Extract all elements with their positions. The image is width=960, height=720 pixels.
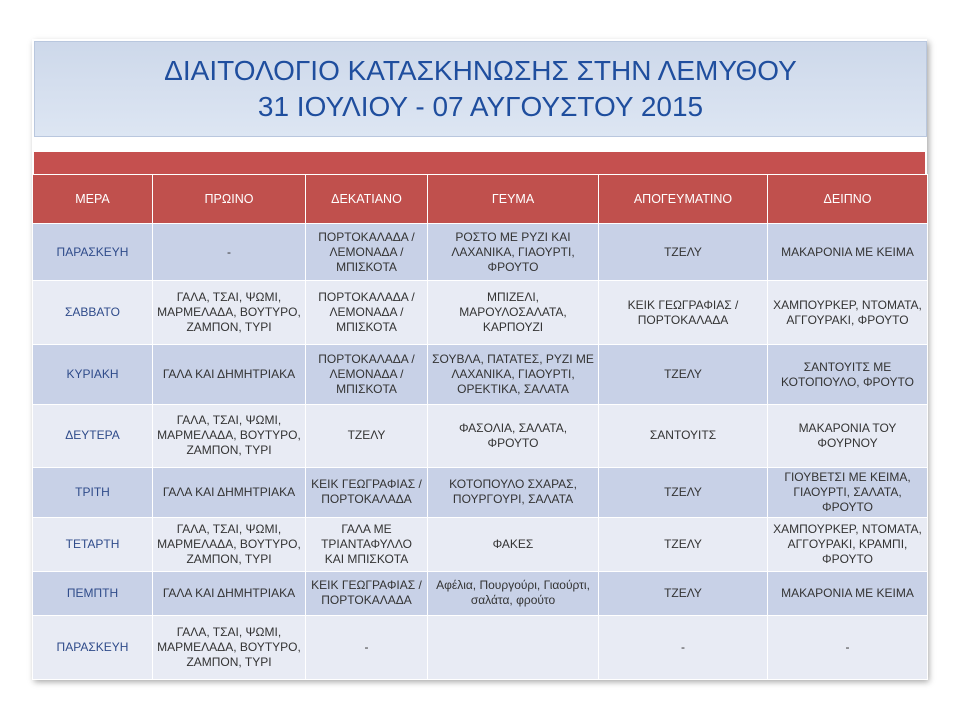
menu-table	[32, 174, 928, 680]
lunch-cell: ΜΠΙΖΕΛΙ, ΜΑΡΟΥΛΟΣΑΛΑΤΑ, ΚΑΡΠΟΥΖΙ	[428, 281, 599, 345]
lunch-cell: Αφέλια, Πουργούρι, Γιαούρτι, σαλάτα, φρούτο	[428, 571, 599, 615]
column-header: ΑΠΟΓΕΥΜΑΤΙΝΟ	[599, 175, 768, 224]
table-row	[33, 345, 928, 405]
afternoon-cell: ΤΖΕΛΥ	[599, 517, 768, 571]
dinner-cell: ΜΑΚΑΡΟΝΙΑ ΤΟΥ ΦΟΥΡΝΟΥ	[768, 405, 928, 467]
snack-cell: ΓΑΛΑ ΜΕ ΤΡΙΑΝΤΑΦΥΛΛΟ ΚΑΙ ΜΠΙΣΚΟΤΑ	[306, 517, 428, 571]
breakfast-cell: ΓΑΛΑ, ΤΣΑΙ, ΨΩΜΙ, ΜΑΡΜΕΛΑΔΑ, ΒΟΥΤΥΡΟ, ΖΑΜΠΟΝ, ΤΥΡΙ	[153, 615, 306, 679]
breakfast-cell: ΓΑΛΑ, ΤΣΑΙ, ΨΩΜΙ, ΜΑΡΜΕΛΑΔΑ, ΒΟΥΤΥΡΟ, ΖΑΜΠΟΝ, ΤΥΡΙ	[153, 405, 306, 467]
title-line-1: ΔΙΑΙΤΟΛΟΓΙΟ ΚΑΤΑΣΚΗΝΩΣΗΣ ΣΤΗΝ ΛΕΜΥΘΟΥ	[164, 55, 797, 86]
day-cell: ΤΡΙΤΗ	[33, 467, 153, 517]
snack-cell: ΠΟΡΤΟΚΑΛΑΔΑ / ΛΕΜΟΝΑΔΑ / ΜΠΙΣΚΟΤΑ	[306, 281, 428, 345]
snack-cell: ΚΕΙΚ ΓΕΩΓΡΑΦΙΑΣ / ΠΟΡΤΟΚΑΛΑΔΑ	[306, 571, 428, 615]
dinner-cell: ΣΑΝΤΟΥΙΤΣ ΜΕ ΚΟΤΟΠΟΥΛΟ, ΦΡΟΥΤΟ	[768, 345, 928, 405]
dinner-cell: ΓΙΟΥΒΕΤΣΙ ΜΕ ΚΕΙΜΑ, ΓΙΑΟΥΡΤΙ, ΣΑΛΑΤΑ, ΦΡΟΥΤΟ	[768, 467, 928, 517]
day-cell: ΔΕΥΤΕΡΑ	[33, 405, 153, 467]
lunch-cell: ΣΟΥΒΛΑ, ΠΑΤΑΤΕΣ, ΡΥΖΙ ΜΕ ΛΑΧΑΝΙΚΑ, ΓΙΑΟΥΡΤΙ, ΟΡΕΚΤΙΚΑ, ΣΑΛΑΤΑ	[428, 345, 599, 405]
snack-cell: ΤΖΕΛΥ	[306, 405, 428, 467]
afternoon-cell: -	[599, 615, 768, 679]
dinner-cell: ΧΑΜΠΟΥΡΚΕΡ, ΝΤΟΜΑΤΑ, ΑΓΓΟΥΡΑΚΙ, ΦΡΟΥΤΟ	[768, 281, 928, 345]
table-row	[33, 224, 928, 281]
header-top-strip	[34, 152, 925, 174]
day-cell: ΤΕΤΑΡΤΗ	[33, 517, 153, 571]
table-row	[33, 281, 928, 345]
dinner-cell: ΜΑΚΑΡΟΝΙΑ ΜΕ ΚΕΙΜΑ	[768, 224, 928, 281]
breakfast-cell: -	[153, 224, 306, 281]
table-row	[33, 615, 928, 679]
lunch-cell: ΚΟΤΟΠΟΥΛΟ ΣΧΑΡΑΣ, ΠΟΥΡΓΟΥΡΙ, ΣΑΛΑΤΑ	[428, 467, 599, 517]
lunch-cell: ΦΑΣΟΛΙΑ, ΣΑΛΑΤΑ, ΦΡΟΥΤΟ	[428, 405, 599, 467]
day-cell: ΠΕΜΠΤΗ	[33, 571, 153, 615]
day-cell: ΠΑΡΑΣΚΕΥΗ	[33, 224, 153, 281]
afternoon-cell: ΤΖΕΛΥ	[599, 224, 768, 281]
table-row	[33, 517, 928, 571]
table-row	[33, 571, 928, 615]
snack-cell: ΠΟΡΤΟΚΑΛΑΔΑ / ΛΕΜΟΝΑΔΑ / ΜΠΙΣΚΟΤΑ	[306, 345, 428, 405]
dinner-cell: ΧΑΜΠΟΥΡΚΕΡ, ΝΤΟΜΑΤΑ, ΑΓΓΟΥΡΑΚΙ, ΚΡΑΜΠΙ, ΦΡΟΥΤΟ	[768, 517, 928, 571]
snack-cell: -	[306, 615, 428, 679]
afternoon-cell: ΚΕΙΚ ΓΕΩΓΡΑΦΙΑΣ / ΠΟΡΤΟΚΑΛΑΔΑ	[599, 281, 768, 345]
column-header: ΔΕΙΠΝΟ	[768, 175, 928, 224]
breakfast-cell: ΓΑΛΑ, ΤΣΑΙ, ΨΩΜΙ, ΜΑΡΜΕΛΑΔΑ, ΒΟΥΤΥΡΟ, ΖΑΜΠΟΝ, ΤΥΡΙ	[153, 517, 306, 571]
afternoon-cell: ΣΑΝΤΟΥΙΤΣ	[599, 405, 768, 467]
afternoon-cell: ΤΖΕΛΥ	[599, 571, 768, 615]
table-row	[33, 405, 928, 467]
lunch-cell: ΦΑΚΕΣ	[428, 517, 599, 571]
breakfast-cell: ΓΑΛΑ, ΤΣΑΙ, ΨΩΜΙ, ΜΑΡΜΕΛΑΔΑ, ΒΟΥΤΥΡΟ, ΖΑΜΠΟΝ, ΤΥΡΙ	[153, 281, 306, 345]
breakfast-cell: ΓΑΛΑ ΚΑΙ ΔΗΜΗΤΡΙΑΚΑ	[153, 467, 306, 517]
title-line-2: 31 ΙΟΥΛΙΟΥ - 07 ΑΥΓΟΥΣΤΟΥ 2015	[257, 91, 704, 122]
dinner-cell: -	[768, 615, 928, 679]
table-row	[33, 467, 928, 517]
day-cell: ΣΑΒΒΑΤΟ	[33, 281, 153, 345]
header-row	[33, 175, 928, 224]
lunch-cell: ΡΟΣΤΟ ΜΕ ΡΥΖΙ ΚΑΙ ΛΑΧΑΝΙΚΑ, ΓΙΑΟΥΡΤΙ, ΦΡΟΥΤΟ	[428, 224, 599, 281]
day-cell: ΚΥΡΙΑΚΗ	[33, 345, 153, 405]
afternoon-cell: ΤΖΕΛΥ	[599, 345, 768, 405]
snack-cell: ΚΕΙΚ ΓΕΩΓΡΑΦΙΑΣ / ΠΟΡΤΟΚΑΛΑΔΑ	[306, 467, 428, 517]
column-header: ΔΕΚΑΤΙΑΝΟ	[306, 175, 428, 224]
snack-cell: ΠΟΡΤΟΚΑΛΑΔΑ / ΛΕΜΟΝΑΔΑ / ΜΠΙΣΚΟΤΑ	[306, 224, 428, 281]
column-header: ΠΡΩΙΝΟ	[153, 175, 306, 224]
column-header: ΓΕΥΜΑ	[428, 175, 599, 224]
lunch-cell	[428, 615, 599, 679]
breakfast-cell: ΓΑΛΑ ΚΑΙ ΔΗΜΗΤΡΙΑΚΑ	[153, 571, 306, 615]
column-header: ΜΕΡΑ	[33, 175, 153, 224]
afternoon-cell: ΤΖΕΛΥ	[599, 467, 768, 517]
day-cell: ΠΑΡΑΣΚΕΥΗ	[33, 615, 153, 679]
breakfast-cell: ΓΑΛΑ ΚΑΙ ΔΗΜΗΤΡΙΑΚΑ	[153, 345, 306, 405]
dinner-cell: ΜΑΚΑΡΟΝΙΑ ΜΕ ΚΕΙΜΑ	[768, 571, 928, 615]
title-box	[34, 41, 927, 137]
